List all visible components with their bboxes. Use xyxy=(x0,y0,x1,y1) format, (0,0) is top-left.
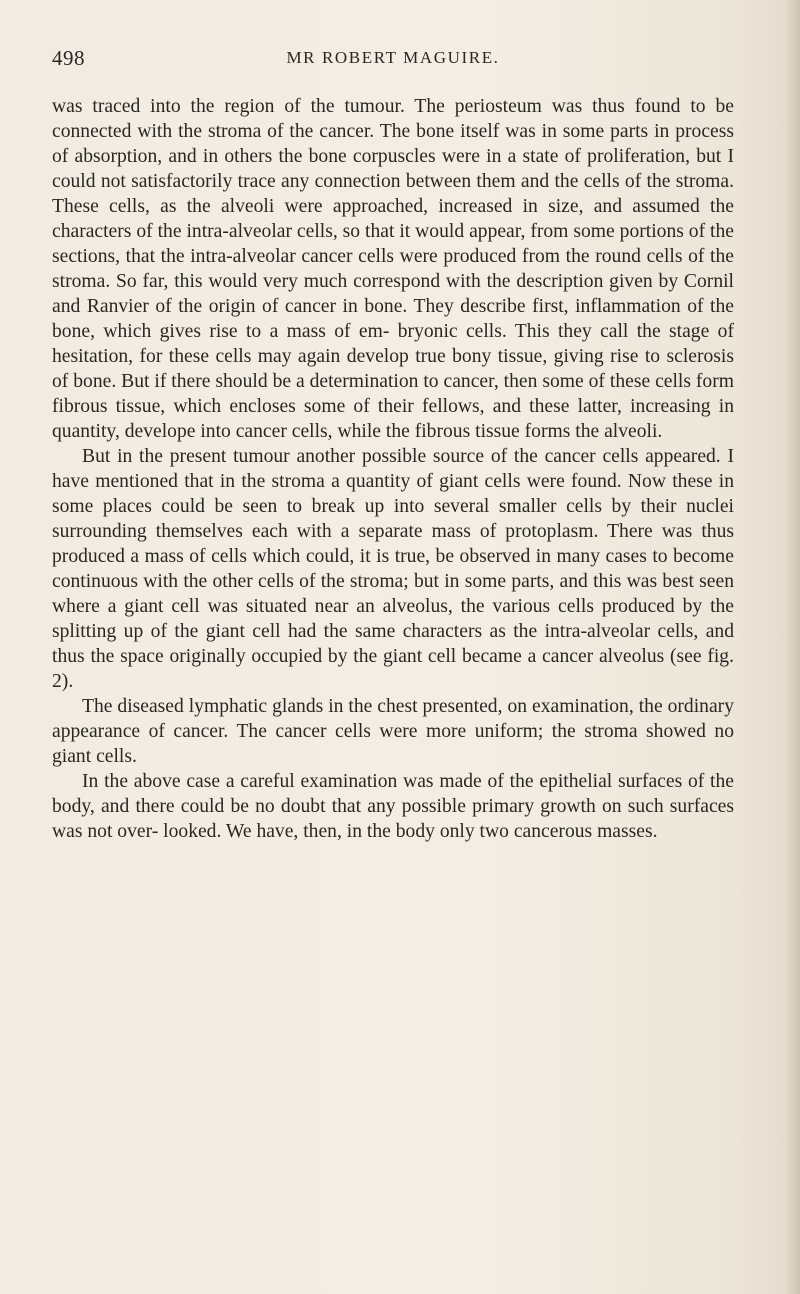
running-head: MR ROBERT MAGUIRE. xyxy=(286,48,500,67)
paragraph: But in the present tumour another possible source of the cancer cells appeared. I have mentioned that in the stroma a quantity of giant cells were found. Now these in some places could be seen to break up into several smaller cells by their nuclei surrounding themselves each with a separate mass of protoplasm. There was thus produced a mass of cells which could, it is true, be observed in many cases to become continuous with the other cells of the stroma; but in some parts, and this was best seen where a giant cell was situated near an alveolus, the various cells produced by the splitting up of the giant cell had the same characters as the intra-alveolar cells, and thus the space originally occupied by the giant cell became a cancer alveolus (see fig. 2). xyxy=(52,446,734,692)
paragraph: In the above case a careful examination was made of the epithelial surfaces of the body, and there could be no doubt that any possible primary growth on such surfaces was not over- looked. We have, then, in the body only two cancerous masses. xyxy=(52,771,734,842)
body-text xyxy=(52,94,734,844)
page-header xyxy=(52,46,734,76)
paragraph: The diseased lymphatic glands in the chest presented, on examination, the ordinary appearance of cancer. The cancer cells were more uniform; the stroma showed no giant cells. xyxy=(52,696,734,767)
paragraph-continued: was traced into the region of the tumour. The periosteum was thus found to be connected with the stroma of the cancer. The bone itself was in some parts in process of absorption, and in others the bone corpuscles were in a state of proliferation, but I could not satisfactorily trace any connection between them and the cells of the stroma. These cells, as the alveoli were approached, increased in size, and assumed the characters of the intra-alveolar cells, so that it would appear, from some portions of the sections, that the intra-alveolar cancer cells were produced from the round cells of the stroma. So far, this would very much correspond with the description given by Cornil and Ranvier of the origin of cancer in bone. They describe first, inflammation of the bone, which gives rise to a mass of em- bryonic cells. This they call the stage of hesitation, for these cells may again develop true bony tissue, giving rise to sclerosis of bone. But if there should be a determination to cancer, then some of these cells form fibrous tissue, which encloses some of their fellows, and these latter, increasing in quantity, develope into cancer cells, while the fibrous tissue forms the alveoli. xyxy=(52,96,734,442)
page-edge-shadow xyxy=(786,0,800,1294)
page-number: 498 xyxy=(52,46,85,70)
